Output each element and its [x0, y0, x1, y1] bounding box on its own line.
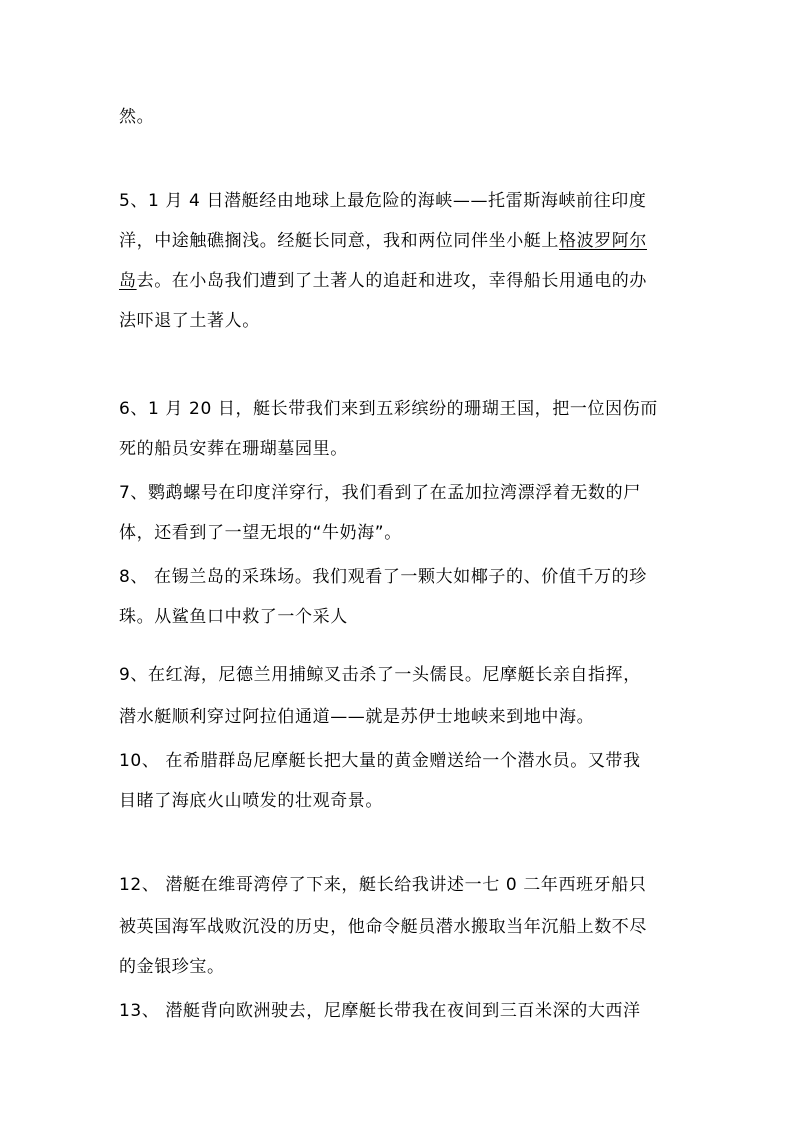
- text-line: 13、 潜艇背向欧洲驶去，尼摩艇长带我在夜间到三百米深的大西洋: [119, 1001, 641, 1021]
- text-line: 7、鹦鹉螺号在印度洋穿行，我们看到了在孟加拉湾漂浮着无数的尸: [119, 483, 641, 503]
- text-line: 12、 潜艇在维哥湾停了下来，艇长给我讲述一七 0 二年西班牙船只: [119, 875, 647, 895]
- underlined-place-name-end: 岛: [119, 271, 137, 291]
- text-line: 的金银珍宝。: [119, 957, 225, 977]
- text-line: [119, 230, 679, 252]
- text-line: 死的船员安葬在珊瑚墓园里。: [119, 439, 348, 459]
- text-line: 10、 在希腊群岛尼摩艇长把大量的黄金赠送给一个潜水员。又带我: [119, 751, 641, 771]
- text-line: 6、1 月 20 日，艇长带我们来到五彩缤纷的珊瑚王国，把一位因伤而: [119, 399, 658, 419]
- text-line: 目睹了海底火山喷发的壮观奇景。: [119, 791, 383, 811]
- text-line: [119, 270, 679, 292]
- text-line: 珠。从鲨鱼口中救了一个采人: [119, 607, 348, 627]
- text-span: 去。在小岛我们遭到了土著人的追赶和进攻，幸得船长用通电的办: [136, 271, 648, 291]
- text-line: 9、在红海，尼德兰用捕鲸叉击杀了一头儒艮。尼摩艇长亲自指挥，: [119, 665, 641, 685]
- text-line: 8、 在锡兰岛的采珠场。我们观看了一颗大如椰子的、价值千万的珍: [119, 567, 647, 587]
- text-line: 5、1 月 4 日潜艇经由地球上最危险的海峡——托雷斯海峡前往印度: [119, 191, 647, 211]
- text-line: 被英国海军战败沉没的历史，他命令艇员潜水搬取当年沉船上数不尽: [119, 917, 647, 937]
- text-line: 体，还看到了一望无垠的“牛奶海”。: [119, 523, 402, 543]
- text-line: 然。: [119, 107, 155, 127]
- text-line: 潜水艇顺利穿过阿拉伯通道——就是苏伊士地峡来到地中海。: [119, 707, 595, 727]
- underlined-place-name: 格波罗阿尔: [559, 231, 647, 251]
- text-span: 洋，中途触礁搁浅。经艇长同意，我和两位同伴坐小艇上: [119, 231, 559, 251]
- text-line: 法吓退了土著人。: [119, 311, 260, 331]
